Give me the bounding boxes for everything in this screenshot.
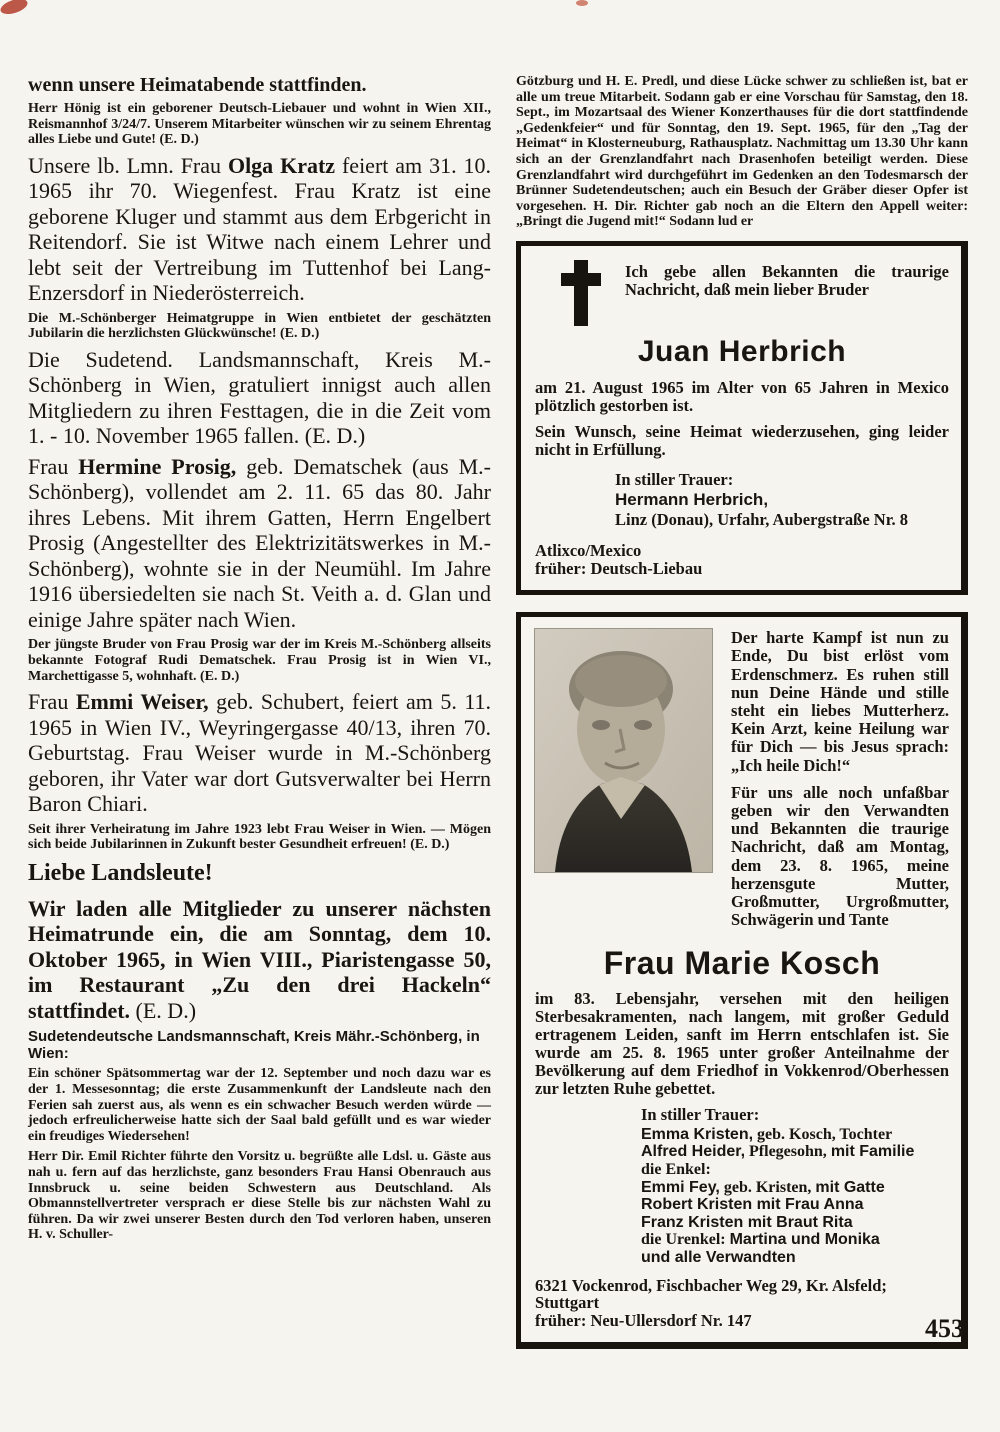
- obituary-juan-herbrich: [516, 241, 968, 595]
- portrait-photo-graphic: [535, 629, 712, 872]
- right-column: [516, 74, 968, 1349]
- mourning-label: In stiller Trauer:: [615, 469, 734, 489]
- mourner-line: Emmi Fey, geb. Kristen, mit Gatte: [641, 1178, 885, 1196]
- mourners-block: [615, 471, 949, 530]
- deceased-name: Juan Herbrich: [637, 334, 847, 368]
- portrait-photo: [535, 629, 712, 872]
- mourner-line: Emma Kristen, geb. Kosch, Tochter: [641, 1125, 893, 1143]
- mourner-address: Linz (Donau), Urfahr, Aubergstraße Nr. 8: [615, 510, 909, 530]
- paragraph-goetzburg: Götzburg und H. E. Predl, und diese Lücke schwer zu schließen ist, bat er alle um treue Mitarbeit. Sodann gab er eine Vorschau für Samstag, den 18. Sept., im Mozartsaal des Wiener Konzerthauses für die dort stattfindende „Gedenkfeier“ und für Sonntag, den 19. Sept. 1965, für den „Tag der Heimat“ in Klosterneuburg, Rathausplatz. Nachmittag um 13.30 Uhr kann sich an der Grenzlandfahrt nach Drasenhofen beteiligt werden. Diese Grenzlandfahrt wird durchgeführt im Gedenken an den Todesmarsch der Brünner Sudetendeutschen; auch ein Besuch der Gräber dieser Opfer ist vorgesehen. H. Dir. Richter gab noch an die Eltern den Appell weiter: „Bringt die Jugend mit!“ Sodann lud er: [516, 74, 968, 230]
- wish-text: Sein Wunsch, seine Heimat wiederzusehen, ging leider nicht in Erfüllung.: [535, 421, 949, 459]
- paragraph-dematschek: Der jüngste Bruder von Frau Prosig war der im Kreis M.-Schönberg allseits bekannte Fotograf Rudi Dematschek. Frau Prosig ist in Wien VI., Marchettigasse 5, wohnhaft. (E. D.): [28, 637, 491, 684]
- paragraph-richter: Herr Dir. Emil Richter führte den Vorsitz u. begrüßte alle Ldsl. u. Gäste aus nah u. fern auf das herzlichste, ganz besonders Frau Hansi Obenrauch aus Innsbruck u. seine beiden Schwestern aus Deutschland. Als Obmannstellvertreter versprach er diese Stelle bis zur nächsten Wahl zu führen. Da wir zwei unserer Besten durch den Tod verloren haben, unseren H. v. Schuller-: [28, 1149, 491, 1243]
- paragraph-festtage: Die Sudetend. Landsmannschaft, Kreis M.-Schönberg in Wien, gratuliert innigst auch allen Mitgliedern zu ihren Festtagen, die in die Zeit vom 1. - 10. November 1965 fallen. (E. D.): [28, 346, 491, 449]
- paragraph-heimatabende: wenn unsere Heimatabende stattfinden.: [28, 74, 367, 96]
- former-residence: früher: Neu-Ullersdorf Nr. 147: [535, 1311, 752, 1331]
- paragraph-hoenig: Herr Hönig ist ein geborener Deutsch-Liebauer und wohnt in Wien XII., Reismannhof 3/24/7. Unserem Mitarbeiter wünschen wir zu seinem Ehrentag alles Liebe und Gute! (E. D.): [28, 101, 491, 148]
- mourning-label: In stiller Trauer:: [641, 1104, 760, 1124]
- paragraph-olga-kratz: Unsere lb. Lmn. Frau Olga Kratz feiert am 31. 10. 1965 ihr 70. Wiegenfest. Frau Kratz ist eine geborene Kluger und stammt aus dem Erbgericht in Reitendorf. Sie ist Witwe nach einem Lehrer und lebt seit der Vertreibung im Tuttenhof bei Lang-Enzersdorf in Niederösterreich.: [28, 152, 491, 306]
- mourner-line: Franz Kristen mit Braut Rita: [641, 1213, 853, 1231]
- obituary-marie-kosch: [516, 612, 968, 1349]
- former-residence: früher: Deutsch-Liebau: [535, 559, 703, 579]
- paragraph-einladung: Wir laden alle Mitglieder zu unserer nächsten Heimatrunde ein, die am Sonntag, dem 10. Oktober 1965, in Wien VIII., Piaristengasse 50, im Restaurant „Zu den drei Hackeln“ stattfindet. (E. D.): [28, 895, 491, 1023]
- scan-artifact: [0, 0, 29, 17]
- mourner-name: Hermann Herbrich,: [615, 490, 769, 510]
- death-announcement: Für uns alle noch unfaßbar geben wir den Verwandten und Bekannten die traurige Nachricht, daß am Montag, dem 23. 8. 1965, meine herzensgute Mutter, Großmutter, Urgroßmutter, Schwägerin und Tante: [731, 782, 949, 930]
- mourners-block: [641, 1106, 949, 1267]
- paragraph-spaetsommertag: Ein schöner Spätsommertag war der 12. September und noch dazu war es der 1. Messesonntag; die erste Zusammenkunft der Landsleute nach den Ferien sah zuerst aus, als wenn es ein schwacher Besuch werden würde — jedoch erfreulicherweise hatte sich der Saal bald gefüllt und es war wieder ein freudiges Wiedersehen!: [28, 1066, 491, 1144]
- mourner-line: Robert Kristen mit Frau Anna: [641, 1196, 864, 1214]
- mourner-line: die Urenkel: Martina und Monika: [641, 1231, 880, 1249]
- family-address: 6321 Vockenrod, Fischbacher Weg 29, Kr. Alsfeld; Stuttgart: [535, 1275, 887, 1313]
- page-number: 453: [925, 1314, 964, 1343]
- obituary-intro-text: Ich gebe allen Bekannten die traurige Nachricht, daß mein lieber Bruder: [625, 261, 949, 299]
- deceased-name: Frau Marie Kosch: [603, 945, 881, 982]
- memorial-verse: Der harte Kampf ist nun zu Ende, Du bist erlöst vom Erdenschmerz. Es ruhen still nun Deine Hände und stille steht ein liebes Mutterherz. Kein Arzt, keine Heilung war für Dich — bis Jesus sprach: „Ich heile Dich!“: [731, 628, 949, 775]
- left-column: [28, 74, 491, 1248]
- heading-liebe-landsleute: Liebe Landsleute!: [28, 859, 213, 886]
- mourner-line: die Enkel:: [641, 1160, 711, 1178]
- paragraph-emmi-weiser: Frau Emmi Weiser, geb. Schubert, feiert am 5. 11. 1965 in Wien IV., Weyringergasse 40/13, ihren 70. Geburtstag. Frau Weiser wurde in M.-Schönberg geboren, ihr Vater war dort Gutsverwalter bei Herrn Baron Chiari.: [28, 689, 492, 817]
- obituary-header: [535, 258, 949, 326]
- heading-landsmannschaft: Sudetendeutsche Landsmannschaft, Kreis Mähr.-Schönberg, in Wien:: [28, 1028, 480, 1063]
- mourner-line: Alfred Heider, Pflegesohn, mit Familie: [641, 1143, 915, 1161]
- mourner-line: und alle Verwandten: [641, 1248, 796, 1266]
- death-notice-text: am 21. August 1965 im Alter von 65 Jahren in Mexico plötzlich gestorben ist.: [535, 377, 949, 415]
- verse-column: [731, 629, 949, 938]
- paragraph-verheiratung: Seit ihrer Verheiratung im Jahre 1923 lebt Frau Weiser in Wien. — Mögen sich beide Jubilarinnen in Zukunft bester Gesundheit erfreuen! (E. D.): [28, 821, 491, 853]
- life-summary-text: im 83. Lebensjahr, versehen mit den heiligen Sterbesakramenten, nach langem, mit großer Geduld ertragenem Leiden, sanft im Herrn entschlafen ist. Sie wurde am 25. 8. 1965 unter großer Anteilnahme der Bevölkerung auf dem Friedhof in Vokkenrod/Oberhessen zur letzten Ruhe gebettet.: [535, 989, 949, 1098]
- memorial-cross-icon: [561, 260, 601, 326]
- place-of-death: Atlixco/Mexico: [535, 541, 642, 561]
- paragraph-hermine-prosig: Frau Hermine Prosig, geb. Dematschek (aus M.-Schönberg), vollendet am 2. 11. 65 das 80. Jahr ihres Lebens. Mit ihrem Gatten, Herrn Engelbert Prosig (Angestellter des Elektrizitätswerkes in M.-Schönberg), wohnte sie in der Neumühl. Im Jahre 1916 übersiedelten sie nach St. Veith a. d. Glan und einige Jahre später nach Wien.: [28, 453, 492, 632]
- photo-and-verse-row: [535, 629, 949, 938]
- scan-artifact: [576, 0, 588, 6]
- paragraph-heimatgruppe: Die M.-Schönberger Heimatgruppe in Wien entbietet der geschätzten Jubilarin die herzlichsten Glückwünsche! (E. D.): [28, 310, 491, 342]
